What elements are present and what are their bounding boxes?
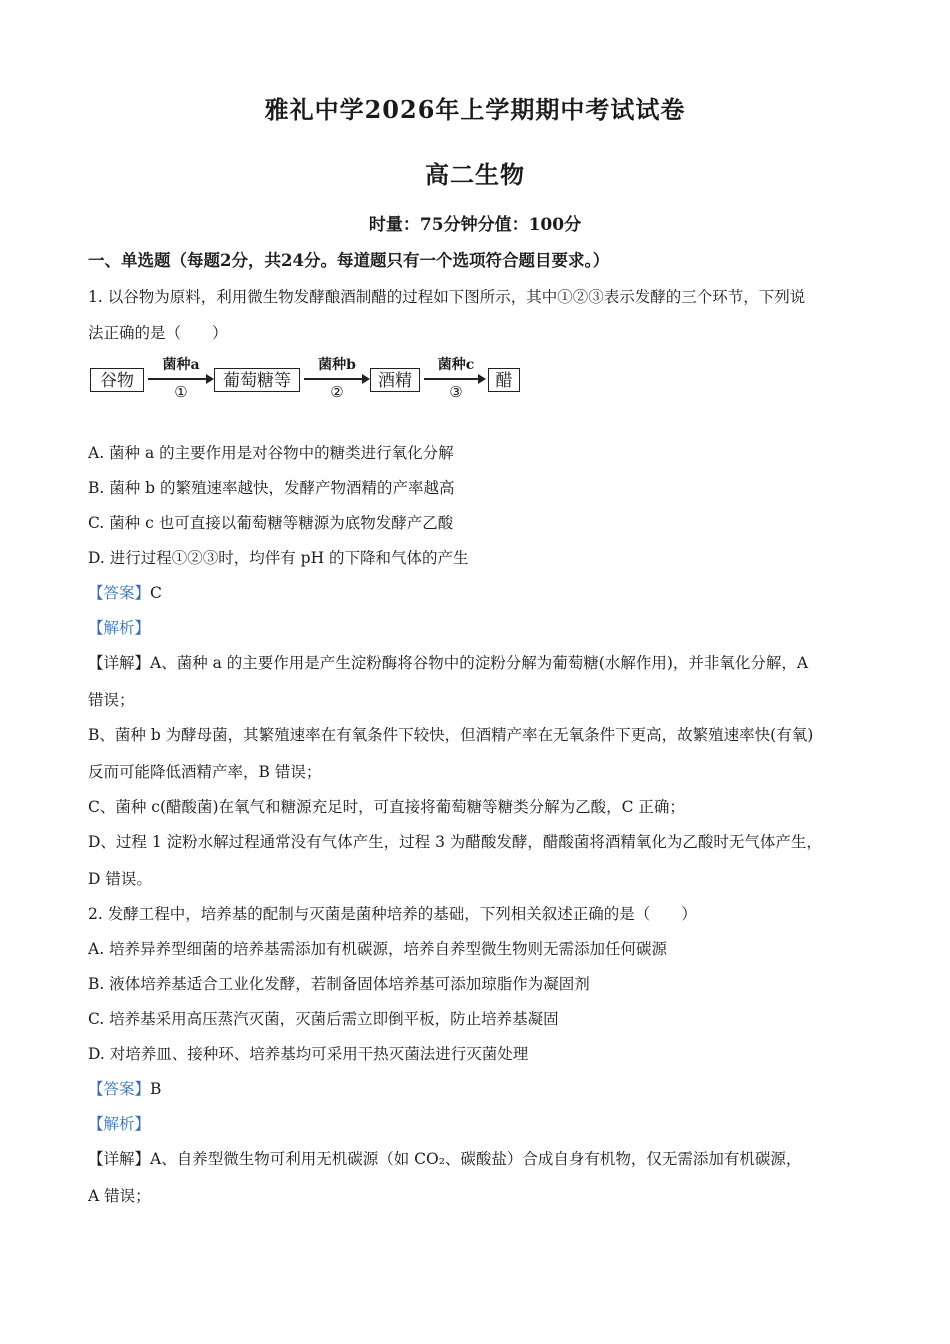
flow-node-alcohol: 酒精 <box>370 368 420 392</box>
q2-analysis-tag: 【解析】 <box>88 1115 151 1133</box>
q1-detail-line: C、菌种 c(醋酸菌)在氧气和糖源充足时，可直接将葡萄糖等糖类分解为乙酸，C 正确； <box>88 798 685 816</box>
subject-title: 高二生物 <box>425 160 525 189</box>
q1-detail-line: B、菌种 b 为酵母菌，其繁殖速率在有氧条件下较快，但酒精产率在无氧条件下更高，故繁殖速率快(有氧) <box>88 726 814 744</box>
q2-detail-line: 【详解】A、自养型微生物可利用无机碳源（如 CO₂、碳酸盐）合成自身有机物，仅无需添加有机碳源， <box>88 1150 802 1168</box>
q1-detail-line: D 错误。 <box>88 870 152 888</box>
q2-stem: 2. 发酵工程中，培养基的配制与灭菌是菌种培养的基础，下列相关叙述正确的是（ ） <box>88 905 697 923</box>
fermentation-flow-diagram <box>90 354 530 406</box>
answer-tag: 【答案】 <box>88 1080 151 1098</box>
flow-arrow-icon <box>424 378 484 380</box>
q2-option-c: C. 培养基采用高压蒸汽灭菌，灭菌后需立即倒平板，防止培养基凝固 <box>88 1010 559 1028</box>
q2-answer <box>88 1077 161 1099</box>
flow-arrow-icon <box>148 378 212 380</box>
q1-option-a: A. 菌种 a 的主要作用是对谷物中的糖类进行氧化分解 <box>88 444 454 462</box>
flow-node-glucose: 葡萄糖等 <box>214 368 300 392</box>
flow-node-grain: 谷物 <box>90 368 144 392</box>
q1-detail-line: 反而可能降低酒精产率，B 错误； <box>88 763 322 781</box>
section-heading: 一、单选题（每题2分，共24分。每道题只有一个选项符合题目要求。） <box>88 251 610 270</box>
q1-option-b: B. 菌种 b 的繁殖速率越快，发酵产物酒精的产率越高 <box>88 479 455 497</box>
answer-tag: 【答案】 <box>88 584 151 602</box>
flow-arrow-label: 菌种b <box>318 357 356 373</box>
answer-value: B <box>150 1080 162 1098</box>
flow-arrow-icon <box>304 378 368 380</box>
q1-answer <box>88 581 162 603</box>
q1-detail-line: D、过程 1 淀粉水解过程通常没有气体产生，过程 3 为醋酸发酵，醋酸菌将酒精氧化为乙酸时无气体产生， <box>88 833 822 851</box>
q1-detail-line: 错误； <box>88 691 135 709</box>
exam-meta: 时量：75分钟分值：100分 <box>368 215 582 235</box>
q1-option-c: C. 菌种 c 也可直接以葡萄糖等糖源为底物发酵产乙酸 <box>88 514 454 532</box>
answer-value: C <box>150 584 162 602</box>
q1-stem-line1: 1. 以谷物为原料，利用微生物发酵酿酒制醋的过程如下图所示，其中①②③表示发酵的三个环节，下列说 <box>88 288 806 306</box>
q2-option-b: B. 液体培养基适合工业化发酵，若制备固体培养基可添加琼脂作为凝固剂 <box>88 975 590 993</box>
flow-arrow-number: ② <box>330 383 344 401</box>
q2-option-d: D. 对培养皿、接种环、培养基均可采用干热灭菌法进行灭菌处理 <box>88 1045 529 1063</box>
q1-option-d: D. 进行过程①②③时，均伴有 pH 的下降和气体的产生 <box>88 549 469 567</box>
flow-arrow-label: 菌种c <box>437 357 475 373</box>
flow-arrow-number: ① <box>174 383 188 401</box>
flow-node-vinegar: 醋 <box>488 368 520 392</box>
exam-title: 雅礼中学2026年上学期期中考试试卷 <box>264 95 686 124</box>
q2-option-a: A. 培养异养型细菌的培养基需添加有机碳源，培养自养型微生物则无需添加任何碳源 <box>88 940 668 958</box>
q1-stem-line2: 法正确的是（ ） <box>88 324 228 342</box>
q1-analysis-tag: 【解析】 <box>88 619 151 637</box>
flow-arrow-label: 菌种a <box>162 357 200 373</box>
q1-detail-line: 【详解】A、菌种 a 的主要作用是产生淀粉酶将谷物中的淀粉分解为葡萄糖(水解作用)，并非氧化分解，A <box>88 654 809 672</box>
flow-arrow-number: ③ <box>449 383 463 401</box>
q2-detail-line: A 错误； <box>88 1187 151 1205</box>
